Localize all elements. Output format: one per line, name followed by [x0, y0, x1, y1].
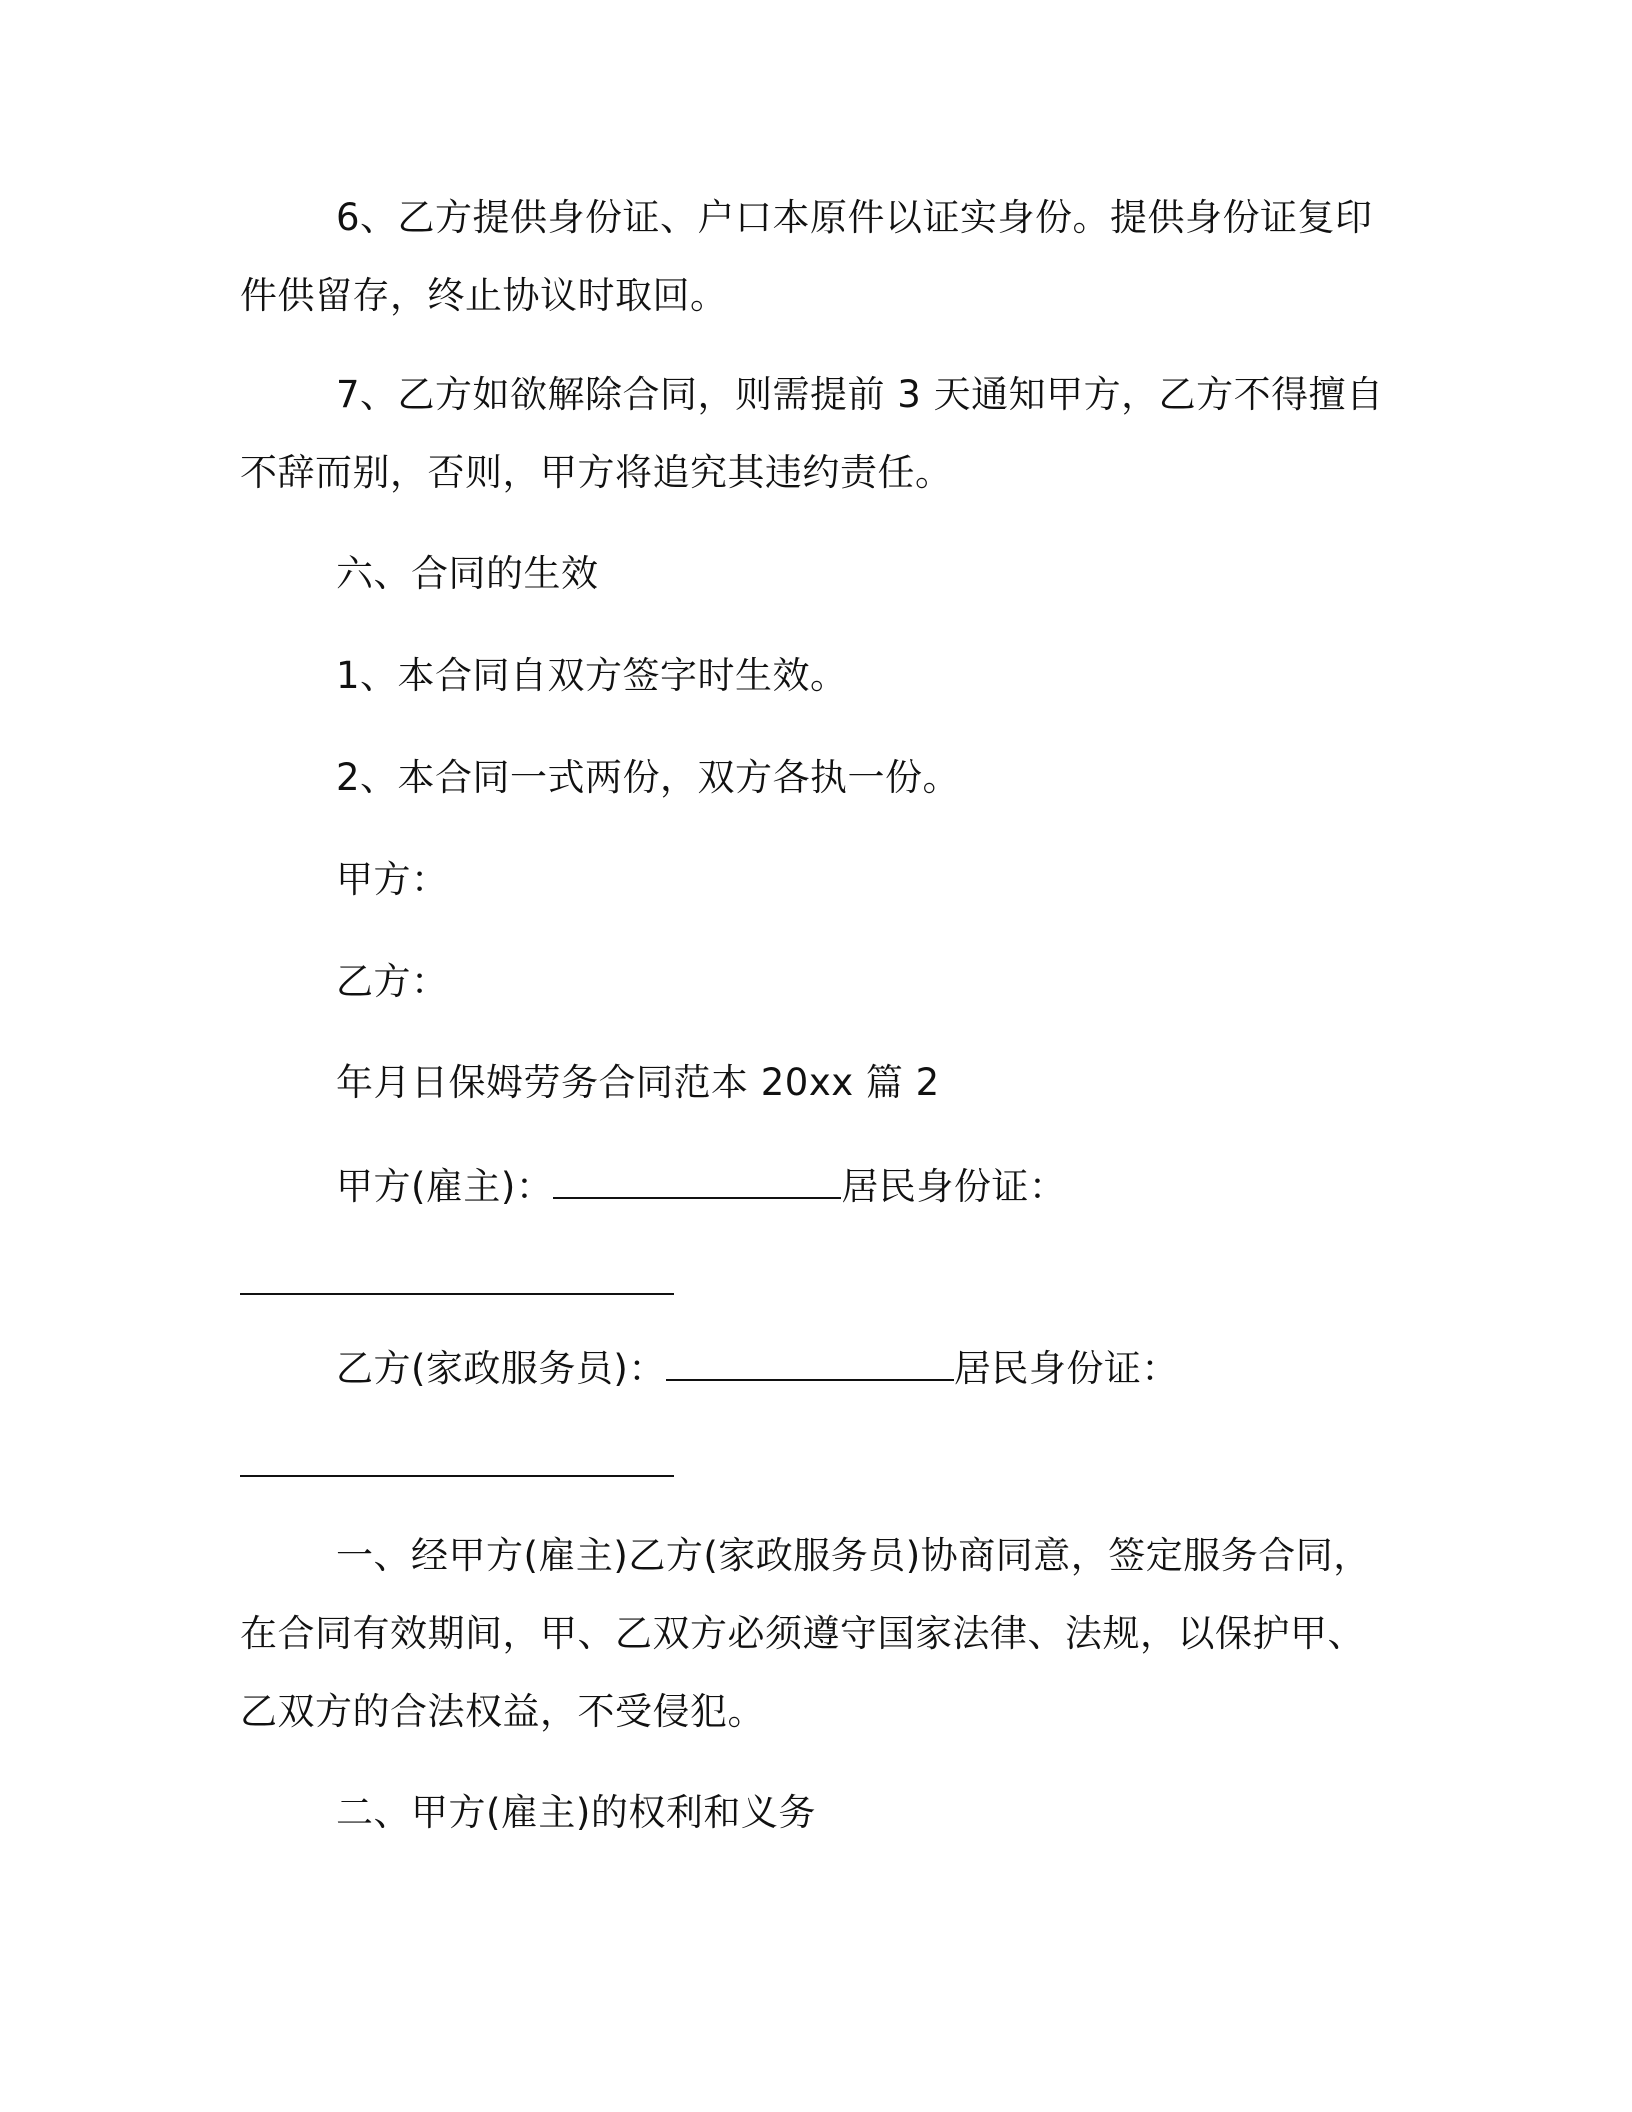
employer-row	[336, 1163, 1066, 1209]
worker-name-blank	[666, 1345, 954, 1381]
paragraph-1-line-3: 乙双方的合法权益，不受侵犯。	[240, 1690, 765, 1733]
section-2-heading: 二、甲方(雇主)的权利和义务	[336, 1791, 816, 1834]
party-a-signature-label: 甲方：	[336, 858, 449, 901]
paragraph-1-line-2: 在合同有效期间，甲、乙双方必须遵守国家法律、法规，以保护甲、	[240, 1612, 1365, 1655]
effect-item-1: 1、本合同自双方签字时生效。	[336, 654, 848, 697]
employer-id-blank	[240, 1293, 674, 1295]
contract-2-title: 年月日保姆劳务合同范本 20xx 篇 2	[336, 1061, 940, 1104]
clause-6-line-2: 件供留存，终止协议时取回。	[240, 274, 728, 317]
paragraph-1-line-1: 一、经甲方(雇主)乙方(家政服务员)协商同意，签定服务合同，	[336, 1534, 1371, 1577]
employer-label: 甲方(雇主)：	[336, 1165, 554, 1208]
party-b-signature-label: 乙方：	[336, 960, 449, 1003]
employer-name-blank	[553, 1163, 841, 1199]
employer-id-label: 居民身份证：	[841, 1165, 1067, 1208]
worker-row	[336, 1345, 1179, 1391]
clause-6-line-1: 6、乙方提供身份证、户口本原件以证实身份。提供身份证复印	[336, 196, 1373, 239]
worker-id-label: 居民身份证：	[953, 1347, 1179, 1390]
clause-7-line-2: 不辞而别，否则，甲方将追究其违约责任。	[240, 451, 953, 494]
clause-7-line-1: 7、乙方如欲解除合同，则需提前 3 天通知甲方，乙方不得擅自	[336, 373, 1384, 416]
section-6-heading: 六、合同的生效	[336, 552, 599, 595]
effect-item-2: 2、本合同一式两份，双方各执一份。	[336, 756, 961, 799]
worker-label: 乙方(家政服务员)：	[336, 1347, 666, 1390]
worker-id-blank	[240, 1475, 674, 1477]
